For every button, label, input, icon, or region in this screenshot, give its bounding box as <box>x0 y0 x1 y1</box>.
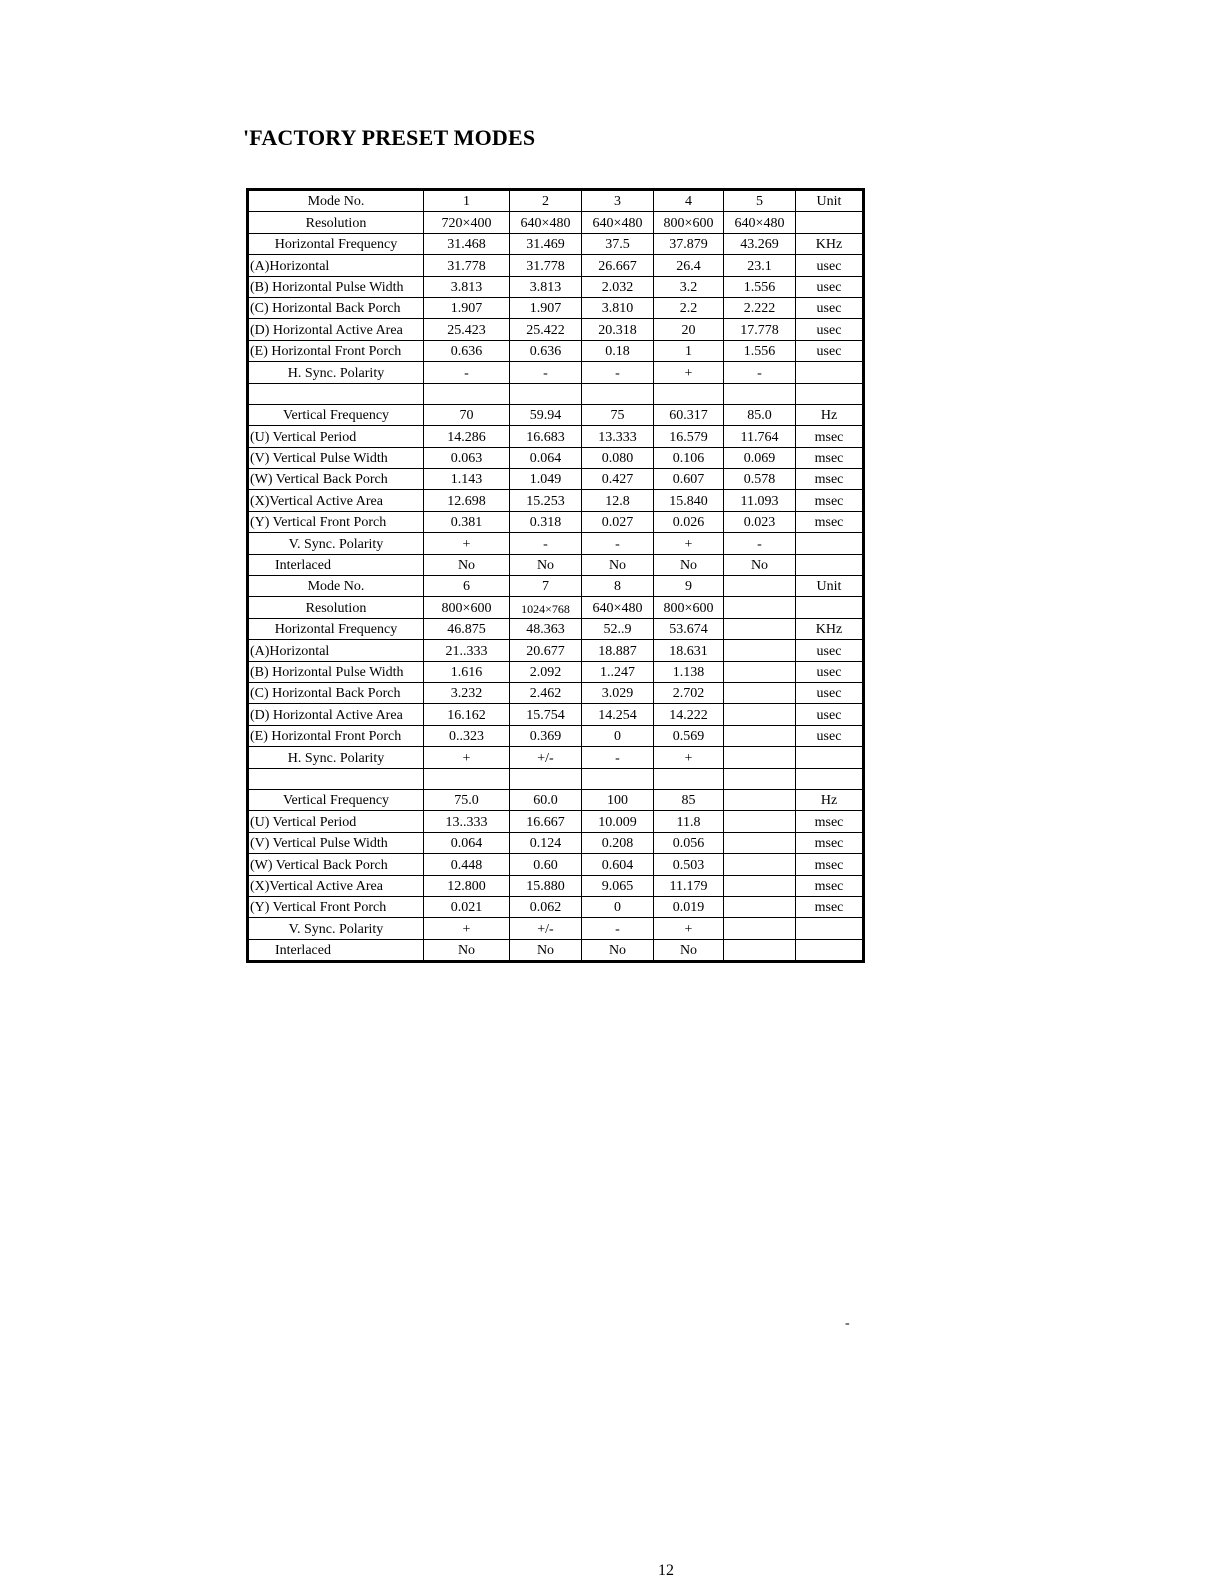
value-cell: 0.064 <box>510 447 582 468</box>
value-cell: 2.462 <box>510 682 582 703</box>
value-cell: 0.448 <box>424 854 510 875</box>
unit-cell: msec <box>796 490 864 511</box>
value-cell <box>724 811 796 832</box>
table-row <box>248 682 864 703</box>
row-label-cell: Resolution <box>248 597 424 618</box>
value-cell: 20 <box>654 319 724 340</box>
value-cell: 26.667 <box>582 255 654 276</box>
value-cell: 10.009 <box>582 811 654 832</box>
value-cell: 0.064 <box>424 832 510 853</box>
value-cell: 20.318 <box>582 319 654 340</box>
value-cell: 0.208 <box>582 832 654 853</box>
unit-cell <box>796 768 864 789</box>
value-cell: No <box>424 554 510 575</box>
row-label-cell: (B) Horizontal Pulse Width <box>248 276 424 297</box>
row-label-cell: (U) Vertical Period <box>248 426 424 447</box>
table-row <box>248 490 864 511</box>
value-cell <box>724 854 796 875</box>
value-cell: 3.813 <box>510 276 582 297</box>
value-cell: + <box>424 747 510 768</box>
table-row <box>248 725 864 746</box>
value-cell: + <box>654 533 724 554</box>
value-cell: + <box>424 918 510 939</box>
value-cell <box>724 832 796 853</box>
value-cell: 0.636 <box>424 340 510 361</box>
value-cell <box>724 618 796 639</box>
value-cell: 12.698 <box>424 490 510 511</box>
stray-mark: - <box>845 1316 850 1331</box>
value-cell: 0.636 <box>510 340 582 361</box>
value-cell <box>724 682 796 703</box>
table-row <box>248 212 864 233</box>
table-row <box>248 618 864 639</box>
row-label-cell: (E) Horizontal Front Porch <box>248 340 424 361</box>
value-cell: 37.5 <box>582 233 654 254</box>
value-cell: 15.253 <box>510 490 582 511</box>
value-cell: 3.029 <box>582 682 654 703</box>
value-cell: 5 <box>724 190 796 212</box>
table-row <box>248 340 864 361</box>
value-cell: 14.286 <box>424 426 510 447</box>
value-cell: 0 <box>582 896 654 917</box>
unit-cell: msec <box>796 811 864 832</box>
table-row <box>248 597 864 618</box>
unit-cell <box>796 383 864 404</box>
table-row <box>248 896 864 917</box>
value-cell: 53.674 <box>654 618 724 639</box>
value-cell: 13.333 <box>582 426 654 447</box>
unit-cell <box>796 918 864 939</box>
value-cell: 0.381 <box>424 511 510 532</box>
unit-cell: msec <box>796 426 864 447</box>
row-label-cell: Vertical Frequency <box>248 404 424 425</box>
value-cell: 15.880 <box>510 875 582 896</box>
value-cell: 31.778 <box>424 255 510 276</box>
value-cell: 0.607 <box>654 469 724 490</box>
value-cell: 3.810 <box>582 297 654 318</box>
row-label-cell: (W) Vertical Back Porch <box>248 854 424 875</box>
value-cell <box>724 747 796 768</box>
value-cell: 0.124 <box>510 832 582 853</box>
unit-cell: usec <box>796 725 864 746</box>
value-cell: 0.069 <box>724 447 796 468</box>
unit-cell: Hz <box>796 789 864 810</box>
value-cell: No <box>654 939 724 961</box>
value-cell: 25.423 <box>424 319 510 340</box>
value-cell: No <box>510 554 582 575</box>
unit-cell: usec <box>796 340 864 361</box>
row-label-cell: Mode No. <box>248 576 424 597</box>
value-cell: 1.556 <box>724 340 796 361</box>
unit-cell <box>796 939 864 961</box>
value-cell <box>724 661 796 682</box>
value-cell: 15.840 <box>654 490 724 511</box>
value-cell: No <box>582 939 654 961</box>
value-cell <box>724 640 796 661</box>
value-cell: 0.106 <box>654 447 724 468</box>
value-cell <box>582 383 654 404</box>
value-cell: 14.254 <box>582 704 654 725</box>
unit-cell: usec <box>796 640 864 661</box>
value-cell: 0.318 <box>510 511 582 532</box>
row-label-cell: (D) Horizontal Active Area <box>248 319 424 340</box>
value-cell: 9 <box>654 576 724 597</box>
row-label-cell: Horizontal Frequency <box>248 618 424 639</box>
value-cell: No <box>582 554 654 575</box>
row-label-cell: (X)Vertical Active Area <box>248 875 424 896</box>
value-cell: 59.94 <box>510 404 582 425</box>
value-cell: 25.422 <box>510 319 582 340</box>
value-cell: 26.4 <box>654 255 724 276</box>
value-cell: 46.875 <box>424 618 510 639</box>
row-label-cell: (E) Horizontal Front Porch <box>248 725 424 746</box>
value-cell: 9.065 <box>582 875 654 896</box>
table-row <box>248 426 864 447</box>
value-cell: 0.019 <box>654 896 724 917</box>
value-cell: 720×400 <box>424 212 510 233</box>
value-cell: 0.062 <box>510 896 582 917</box>
value-cell: 2.702 <box>654 682 724 703</box>
row-label-cell: (A)Horizontal <box>248 640 424 661</box>
row-label-cell: (Y) Vertical Front Porch <box>248 511 424 532</box>
row-label-cell <box>248 383 424 404</box>
value-cell: 0.021 <box>424 896 510 917</box>
row-label-cell: Interlaced <box>248 554 424 575</box>
value-cell: 800×600 <box>424 597 510 618</box>
unit-cell: usec <box>796 682 864 703</box>
value-cell: 2.032 <box>582 276 654 297</box>
value-cell: 0.063 <box>424 447 510 468</box>
value-cell: 1..247 <box>582 661 654 682</box>
table-row <box>248 233 864 254</box>
value-cell: + <box>424 533 510 554</box>
row-label-cell: (A)Horizontal <box>248 255 424 276</box>
value-cell: 0 <box>582 725 654 746</box>
value-cell: 640×480 <box>510 212 582 233</box>
value-cell: 11.8 <box>654 811 724 832</box>
value-cell: 6 <box>424 576 510 597</box>
value-cell: 12.8 <box>582 490 654 511</box>
row-label-cell: Vertical Frequency <box>248 789 424 810</box>
value-cell <box>654 383 724 404</box>
value-cell: 640×480 <box>582 597 654 618</box>
row-label-cell: H. Sync. Polarity <box>248 747 424 768</box>
value-cell: 2.222 <box>724 297 796 318</box>
value-cell: 15.754 <box>510 704 582 725</box>
value-cell: - <box>582 918 654 939</box>
value-cell: 75 <box>582 404 654 425</box>
table-row <box>248 533 864 554</box>
unit-cell: msec <box>796 511 864 532</box>
value-cell: 1.138 <box>654 661 724 682</box>
value-cell: 75.0 <box>424 789 510 810</box>
unit-cell: msec <box>796 469 864 490</box>
table-row <box>248 511 864 532</box>
value-cell: 16.579 <box>654 426 724 447</box>
unit-cell <box>796 554 864 575</box>
value-cell: 1.556 <box>724 276 796 297</box>
unit-cell: msec <box>796 854 864 875</box>
value-cell <box>510 768 582 789</box>
value-cell: 0.503 <box>654 854 724 875</box>
value-cell: 14.222 <box>654 704 724 725</box>
value-cell: 18.631 <box>654 640 724 661</box>
unit-cell <box>796 362 864 383</box>
row-label-cell <box>248 768 424 789</box>
value-cell: 20.677 <box>510 640 582 661</box>
value-cell: 2.2 <box>654 297 724 318</box>
value-cell: 640×480 <box>724 212 796 233</box>
table-row <box>248 297 864 318</box>
value-cell: 31.468 <box>424 233 510 254</box>
unit-cell <box>796 212 864 233</box>
row-label-cell: H. Sync. Polarity <box>248 362 424 383</box>
value-cell: 0.60 <box>510 854 582 875</box>
value-cell: 16.683 <box>510 426 582 447</box>
row-label-cell: (D) Horizontal Active Area <box>248 704 424 725</box>
table-row <box>248 811 864 832</box>
table-row <box>248 469 864 490</box>
table-row <box>248 640 864 661</box>
value-cell <box>724 896 796 917</box>
value-cell: 2 <box>510 190 582 212</box>
unit-cell: Unit <box>796 576 864 597</box>
value-cell: 31.469 <box>510 233 582 254</box>
value-cell <box>724 768 796 789</box>
value-cell <box>510 383 582 404</box>
value-cell: 0.369 <box>510 725 582 746</box>
value-cell: 0.027 <box>582 511 654 532</box>
value-cell: 16.162 <box>424 704 510 725</box>
row-label-cell: (Y) Vertical Front Porch <box>248 896 424 917</box>
value-cell: 3.2 <box>654 276 724 297</box>
table-row <box>248 747 864 768</box>
unit-cell: usec <box>796 661 864 682</box>
value-cell: - <box>582 747 654 768</box>
table-body <box>248 190 864 962</box>
value-cell: 0.569 <box>654 725 724 746</box>
row-label-cell: (X)Vertical Active Area <box>248 490 424 511</box>
value-cell: 60.0 <box>510 789 582 810</box>
row-label-cell: V. Sync. Polarity <box>248 533 424 554</box>
row-label-cell: (C) Horizontal Back Porch <box>248 297 424 318</box>
unit-cell: usec <box>796 319 864 340</box>
unit-cell <box>796 747 864 768</box>
value-cell: 3.232 <box>424 682 510 703</box>
value-cell: 1 <box>424 190 510 212</box>
row-label-cell: Mode No. <box>248 190 424 212</box>
table-row <box>248 319 864 340</box>
table-row <box>248 768 864 789</box>
value-cell: - <box>510 362 582 383</box>
table-row <box>248 704 864 725</box>
value-cell <box>724 597 796 618</box>
table-row <box>248 383 864 404</box>
value-cell: + <box>654 747 724 768</box>
value-cell: 37.879 <box>654 233 724 254</box>
value-cell: 12.800 <box>424 875 510 896</box>
value-cell: 2.092 <box>510 661 582 682</box>
table-row <box>248 789 864 810</box>
value-cell: 800×600 <box>654 212 724 233</box>
value-cell: 48.363 <box>510 618 582 639</box>
value-cell: 1.907 <box>424 297 510 318</box>
value-cell: 11.764 <box>724 426 796 447</box>
value-cell: - <box>724 533 796 554</box>
row-label-cell: V. Sync. Polarity <box>248 918 424 939</box>
table-row <box>248 875 864 896</box>
value-cell: 0.056 <box>654 832 724 853</box>
value-cell <box>724 939 796 961</box>
value-cell: 11.093 <box>724 490 796 511</box>
unit-cell: usec <box>796 276 864 297</box>
value-cell: 16.667 <box>510 811 582 832</box>
value-cell: 640×480 <box>582 212 654 233</box>
table-row <box>248 661 864 682</box>
row-label-cell: (U) Vertical Period <box>248 811 424 832</box>
value-cell: 800×600 <box>654 597 724 618</box>
value-cell: 1.616 <box>424 661 510 682</box>
row-label-cell: Horizontal Frequency <box>248 233 424 254</box>
value-cell: 1.143 <box>424 469 510 490</box>
value-cell: 31.778 <box>510 255 582 276</box>
value-cell: 52..9 <box>582 618 654 639</box>
value-cell: + <box>654 918 724 939</box>
unit-cell: msec <box>796 447 864 468</box>
value-cell <box>724 704 796 725</box>
row-label-cell: Interlaced <box>248 939 424 961</box>
unit-cell <box>796 597 864 618</box>
value-cell: 3.813 <box>424 276 510 297</box>
table-row <box>248 362 864 383</box>
unit-cell: msec <box>796 896 864 917</box>
value-cell: +/- <box>510 747 582 768</box>
value-cell: 85 <box>654 789 724 810</box>
value-cell: 85.0 <box>724 404 796 425</box>
value-cell: 8 <box>582 576 654 597</box>
unit-cell: Hz <box>796 404 864 425</box>
value-cell: 18.887 <box>582 640 654 661</box>
unit-cell: usec <box>796 297 864 318</box>
value-cell: 0.023 <box>724 511 796 532</box>
unit-cell: usec <box>796 255 864 276</box>
unit-cell: KHz <box>796 618 864 639</box>
value-cell: +/- <box>510 918 582 939</box>
unit-cell: Unit <box>796 190 864 212</box>
value-cell: 70 <box>424 404 510 425</box>
table-row <box>248 576 864 597</box>
table-row <box>248 939 864 961</box>
value-cell: 7 <box>510 576 582 597</box>
value-cell: 23.1 <box>724 255 796 276</box>
table-row <box>248 255 864 276</box>
value-cell <box>724 725 796 746</box>
table-row <box>248 447 864 468</box>
value-cell: No <box>724 554 796 575</box>
unit-cell: msec <box>796 832 864 853</box>
value-cell: No <box>424 939 510 961</box>
unit-cell: KHz <box>796 233 864 254</box>
row-label-cell: (V) Vertical Pulse Width <box>248 447 424 468</box>
value-cell: - <box>724 362 796 383</box>
value-cell: No <box>510 939 582 961</box>
value-cell: 0.427 <box>582 469 654 490</box>
unit-cell: usec <box>796 704 864 725</box>
table-row <box>248 832 864 853</box>
row-label-cell: (C) Horizontal Back Porch <box>248 682 424 703</box>
table-row <box>248 554 864 575</box>
value-cell: - <box>424 362 510 383</box>
value-cell: 0.18 <box>582 340 654 361</box>
value-cell <box>724 383 796 404</box>
table-row <box>248 404 864 425</box>
value-cell: No <box>654 554 724 575</box>
value-cell: 43.269 <box>724 233 796 254</box>
value-cell: 11.179 <box>654 875 724 896</box>
table-row <box>248 190 864 212</box>
value-cell: 0.604 <box>582 854 654 875</box>
value-cell: 4 <box>654 190 724 212</box>
value-cell: 21..333 <box>424 640 510 661</box>
value-cell: 0.080 <box>582 447 654 468</box>
value-cell <box>724 918 796 939</box>
value-cell: 60.317 <box>654 404 724 425</box>
row-label-cell: (B) Horizontal Pulse Width <box>248 661 424 682</box>
value-cell <box>424 768 510 789</box>
value-cell: 1.049 <box>510 469 582 490</box>
value-cell: 13..333 <box>424 811 510 832</box>
value-cell: 3 <box>582 190 654 212</box>
value-cell <box>582 768 654 789</box>
value-cell: 0..323 <box>424 725 510 746</box>
value-cell: - <box>510 533 582 554</box>
table-row <box>248 854 864 875</box>
row-label-cell: (W) Vertical Back Porch <box>248 469 424 490</box>
value-cell: - <box>582 533 654 554</box>
value-cell: 0.026 <box>654 511 724 532</box>
value-cell: 1.907 <box>510 297 582 318</box>
value-cell: 100 <box>582 789 654 810</box>
unit-cell: msec <box>796 875 864 896</box>
factory-preset-modes-table <box>246 188 865 963</box>
value-cell <box>724 875 796 896</box>
value-cell: - <box>582 362 654 383</box>
unit-cell <box>796 533 864 554</box>
value-cell <box>654 768 724 789</box>
table-row <box>248 276 864 297</box>
value-cell: + <box>654 362 724 383</box>
value-cell: 1 <box>654 340 724 361</box>
value-cell <box>724 576 796 597</box>
row-label-cell: Resolution <box>248 212 424 233</box>
value-cell: 1024×768 <box>510 597 582 618</box>
value-cell <box>724 789 796 810</box>
value-cell: 0.578 <box>724 469 796 490</box>
row-label-cell: (V) Vertical Pulse Width <box>248 832 424 853</box>
value-cell: 17.778 <box>724 319 796 340</box>
value-cell <box>424 383 510 404</box>
page-number: 12 <box>658 1562 674 1579</box>
page-title: 'FACTORY PRESET MODES <box>243 125 536 150</box>
table-row <box>248 918 864 939</box>
